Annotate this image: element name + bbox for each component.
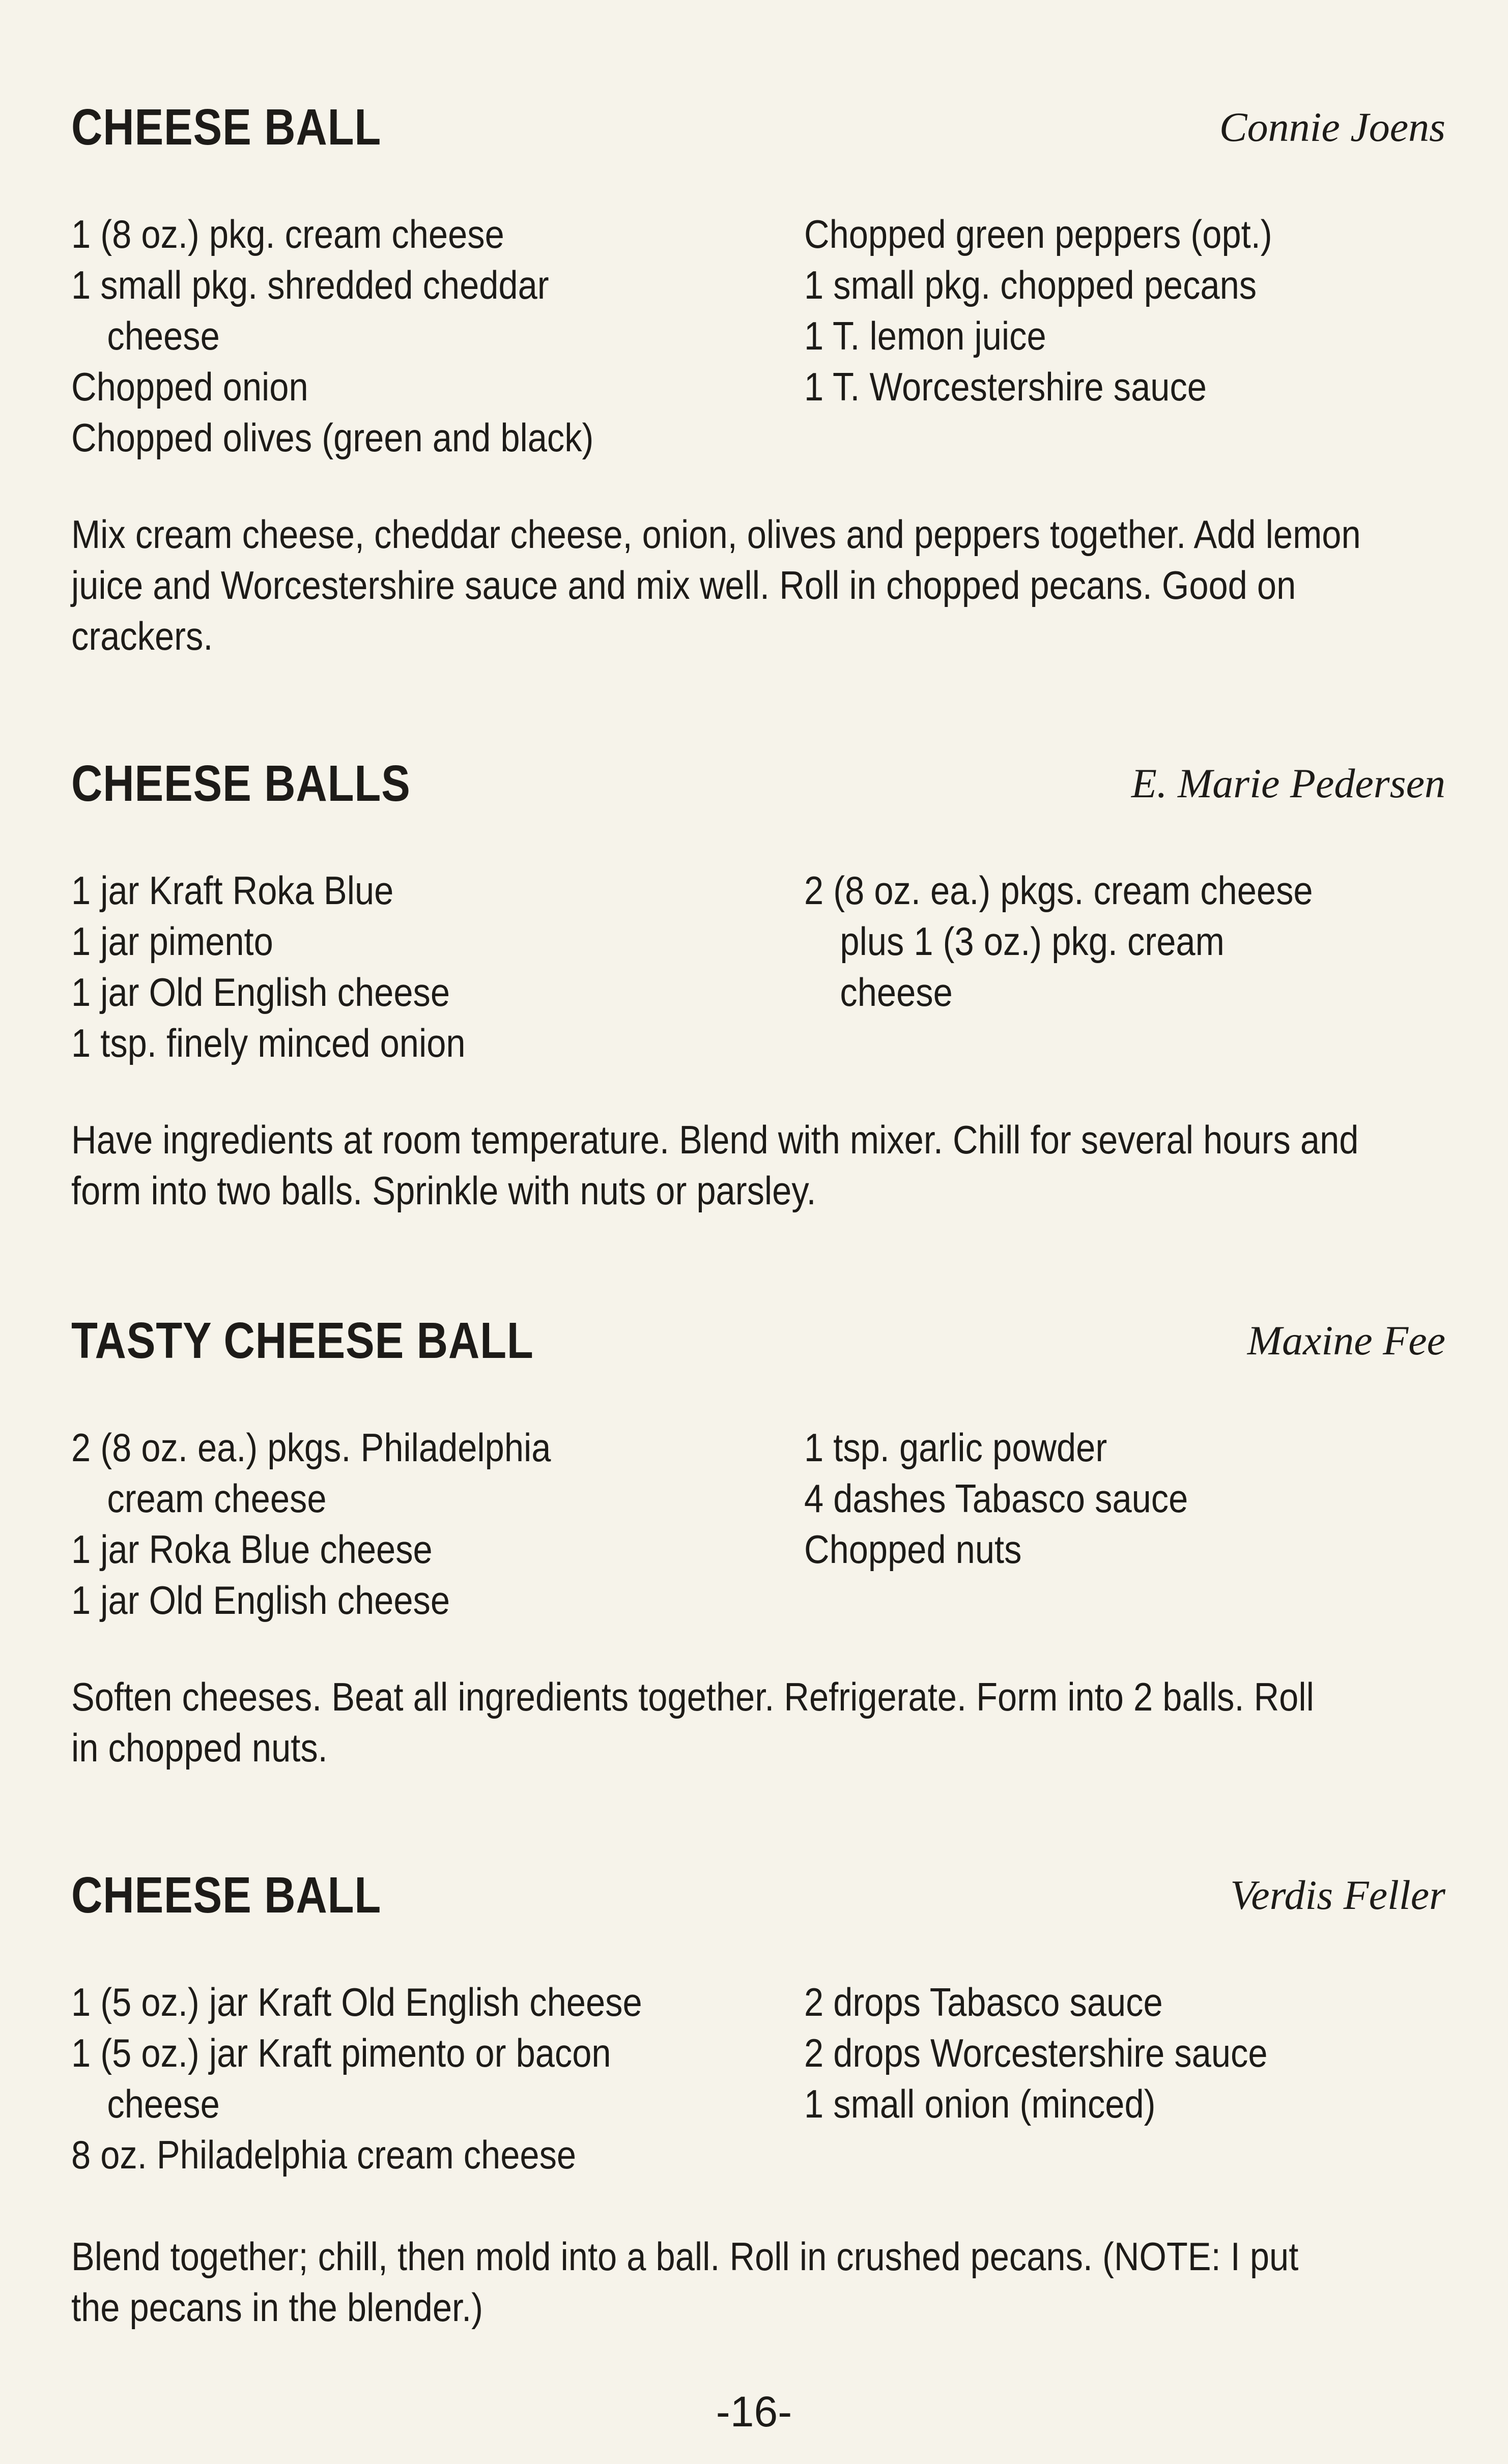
ingredient: 1 jar pimento <box>71 919 273 964</box>
recipe-cheese-ball-feller <box>71 1865 1445 2330</box>
ingredient: Chopped onion <box>71 364 308 409</box>
ingredients-list <box>71 1977 1445 2180</box>
ingredient: 1 (5 oz.) jar Kraft pimento or bacon <box>71 2031 611 2075</box>
ingredient: 1 T. Worcestershire sauce <box>804 364 1207 409</box>
ingredient: 2 (8 oz. ea.) pkgs. Philadelphia <box>71 1425 551 1470</box>
recipe-instructions <box>71 1671 1445 1773</box>
ingredient: Chopped green peppers (opt.) <box>804 212 1272 256</box>
ingredient: 1 T. lemon juice <box>804 313 1046 358</box>
ingredient: 1 small pkg. chopped pecans <box>804 263 1257 307</box>
ingredient: 1 (8 oz.) pkg. cream cheese <box>71 212 504 256</box>
recipe-instructions <box>71 2231 1445 2333</box>
instruction-line: form into two balls. Sprinkle with nuts or parsley. <box>71 1168 816 1213</box>
recipe-author: Verdis Feller <box>1230 1872 1445 1918</box>
ingredient: 1 small pkg. shredded cheddar <box>71 263 549 307</box>
ingredient: cheese <box>107 313 220 358</box>
recipe-author: Maxine Fee <box>1247 1317 1445 1364</box>
recipe-instructions <box>71 509 1445 661</box>
ingredient: 8 oz. Philadelphia cream cheese <box>71 2132 577 2177</box>
ingredients-list <box>71 865 1445 1068</box>
recipe-title: CHEESE BALL <box>71 99 382 156</box>
ingredient: cream cheese <box>107 1476 327 1521</box>
ingredient: 1 small onion (minced) <box>804 2081 1156 2126</box>
ingredients-list <box>71 1422 1445 1626</box>
ingredient: cheese <box>840 970 953 1014</box>
ingredient: 2 drops Worcestershire sauce <box>804 2031 1268 2075</box>
ingredient: 4 dashes Tabasco sauce <box>804 1476 1188 1521</box>
recipe-cheese-balls-pedersen <box>71 753 1445 1213</box>
ingredient: 1 jar Old English cheese <box>71 970 450 1014</box>
ingredient: 1 jar Kraft Roka Blue <box>71 868 394 913</box>
instruction-line: Mix cream cheese, cheddar cheese, onion, olives and peppers together. Add lemon <box>71 512 1361 557</box>
ingredients-list <box>71 209 1445 463</box>
ingredient: cheese <box>107 2081 220 2126</box>
instruction-line: Have ingredients at room temperature. Blend with mixer. Chill for several hours and <box>71 1117 1359 1162</box>
ingredient: Chopped olives (green and black) <box>71 415 594 460</box>
ingredient: 2 (8 oz. ea.) pkgs. cream cheese <box>804 868 1313 913</box>
ingredient: 1 (5 oz.) jar Kraft Old English cheese <box>71 1980 642 2024</box>
recipe-instructions <box>71 1114 1445 1216</box>
ingredient: 1 tsp. finely minced onion <box>71 1021 466 1065</box>
recipe-author: E. Marie Pedersen <box>1131 760 1445 806</box>
ingredient: 2 drops Tabasco sauce <box>804 1980 1163 2024</box>
instruction-line: the pecans in the blender.) <box>71 2285 483 2330</box>
recipe-title: TASTY CHEESE BALL <box>71 1312 534 1369</box>
instruction-line: in chopped nuts. <box>71 1725 328 1770</box>
instruction-line: Blend together; chill, then mold into a ball. Roll in crushed pecans. (NOTE: I put <box>71 2234 1299 2279</box>
instruction-line: Soften cheeses. Beat all ingredients together. Refrigerate. Form into 2 balls. Roll <box>71 1674 1314 1719</box>
recipe-author: Connie Joens <box>1219 104 1445 150</box>
ingredient: 1 jar Roka Blue cheese <box>71 1527 433 1572</box>
instruction-line: crackers. <box>71 614 213 658</box>
recipe-title: CHEESE BALL <box>71 1867 382 1924</box>
instruction-line: juice and Worcestershire sauce and mix well. Roll in chopped pecans. Good on <box>71 563 1296 607</box>
ingredient: plus 1 (3 oz.) pkg. cream <box>840 919 1225 964</box>
recipe-title: CHEESE BALLS <box>71 755 411 812</box>
page-number: -16- <box>716 2388 792 2436</box>
ingredient: 1 tsp. garlic powder <box>804 1425 1107 1470</box>
ingredient: Chopped nuts <box>804 1527 1022 1572</box>
recipe-tasty-cheese-ball-fee <box>71 1310 1445 1770</box>
ingredient: 1 jar Old English cheese <box>71 1578 450 1622</box>
recipe-cheese-ball-joens <box>71 97 1445 658</box>
